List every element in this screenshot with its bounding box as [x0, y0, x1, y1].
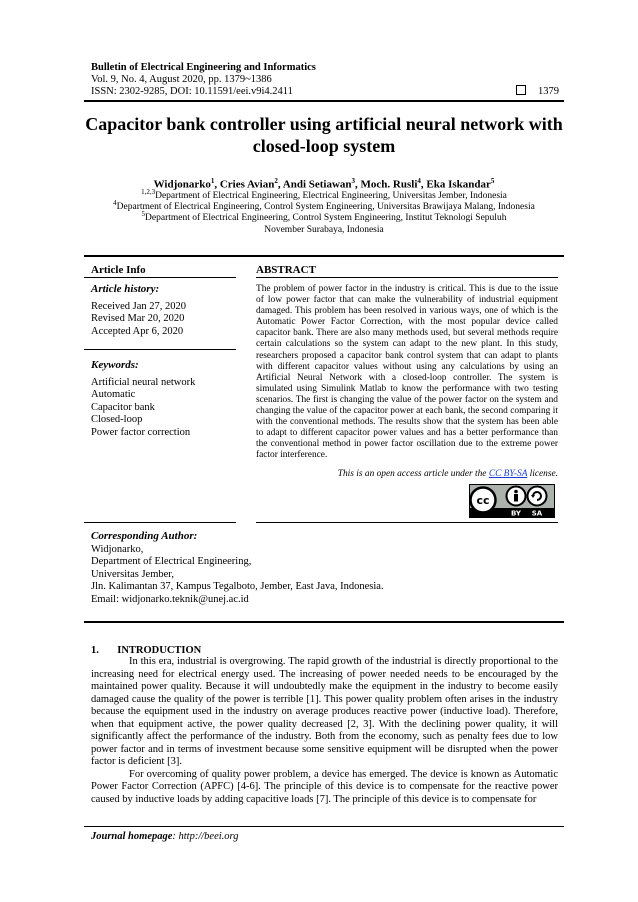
author-name: Cries Avian [219, 178, 275, 191]
section-bottom-rule [84, 621, 564, 623]
abstract-text: The problem of power factor in the industry is critical. This is due to the issue of low power factor that can make the vulnerability of industrial equipment damaged. This problem has been resolved in various ways, one of which is the Automatic Power Factor Correction, with the most popular device called capacitor bank. There are also many methods used, but several methods require certain calculations so the system can adapt to the new plant. In this study, researchers proposed a capacitor bank control system that can adapt to plants with different capacitor values without using any calculations by using an Artificial Neural Network with a closed-loop controller. The system is simulated using Simulink Matlab to know the performance with two testing scenarios. The first is changing the value of the power factor on the system and changing the value of the capacitor power at each bank, the second comparing it with the conventional methods. The results show that the system has been able to adapt to different capacitor power values and has a better performance than the conventional method in power factor oscillation due to the extreme power factor interference. [256, 284, 558, 461]
corresponding-university: Universitas Jember, [91, 568, 174, 580]
info-rule [84, 277, 236, 278]
page-number: 1379 [538, 86, 559, 97]
journal-homepage[interactable]: Journal homepage: http://beei.org [91, 831, 239, 842]
cc-icon-text: cc [476, 494, 490, 507]
journal-name: Bulletin of Electrical Engineering and Informatics [91, 62, 316, 73]
square-icon [516, 85, 526, 95]
author-name: Eka Iskandar [426, 178, 491, 191]
history-list [91, 301, 186, 338]
author-name: Widjonarko [153, 178, 211, 191]
introduction-heading: 1. INTRODUCTION [91, 645, 202, 656]
keywords-list [91, 377, 195, 439]
author-list: Widjonarko$^1$, Cries Avian$^2$, Andi Setiawan$^3$, Moch. Rusli$^4$, Eka Iskandar$^5$ [153, 177, 495, 191]
article-info-heading: Article Info [91, 264, 146, 276]
keyword: Capacitor bank [91, 401, 155, 413]
author-name: Moch. Rusli [360, 178, 418, 191]
abstract-heading: ABSTRACT [256, 264, 316, 276]
issn-line: ISSN: 2302-9285, DOI: 10.11591/eei.v9i4.2411 [91, 86, 293, 97]
section-top-rule [84, 255, 564, 257]
cc-by-sa-license-icon[interactable] [469, 484, 555, 518]
volume-line: Vol. 9, No. 4, August 2020, pp. 1379~1386 [91, 74, 272, 85]
introduction-body [91, 656, 558, 806]
corresponding-right-rule [256, 522, 558, 523]
history-revised: Revised Mar 20, 2020 [91, 313, 185, 325]
keyword: Power factor correction [91, 426, 191, 438]
paper-title: Capacitor bank controller using artificial neural network with closed-loop system [85, 114, 563, 156]
affiliation: $^4$Department of Electrical Engineering, Control System Engineering, Universitas Brawijaya Malang, Indonesia [113, 199, 535, 213]
paragraph: For overcoming of quality power problem, a device has emerged. The device is known as Automatic Power Factor Correction (APFC) [4-6]. The principle of this device is to compensate for the reactive power caused by inductive loads by adding capacitive loads [7]. The principle of this device is to compensate for [91, 768, 558, 805]
author-name: Andi Setiawan [282, 178, 352, 191]
page-marker [516, 85, 559, 98]
keyword: Automatic [91, 389, 136, 401]
keyword: Artificial neural network [91, 377, 196, 388]
footer-rule [84, 826, 564, 827]
keyword: Closed-loop [91, 414, 143, 426]
corresponding-department: Department of Electrical Engineering, [91, 556, 252, 568]
corresponding-author-block [91, 544, 384, 606]
corresponding-left-rule [84, 522, 236, 523]
corresponding-heading: Corresponding Author: [91, 530, 198, 542]
affiliation: $^{1,2,3}$Department of Electrical Engineering, Electrical Engineering, Universitas Jember, Indonesia [141, 188, 507, 202]
keywords-rule [84, 349, 236, 350]
paragraph: In this era, industrial is overgrowing. The rapid growth of the industrial is directly proportional to the increasing need for electrical energy used. The increasing of power needed needs to be encouraged by the maintained power quality. Because it will undoubtedly make the equipment in the industry to become easily damaged cause the quality of the power is terrible [1]. This power quality problem often arises in the industry because the equipment used in the industry on average produces reactive power (inductive load). Therefore, when that equipment active, the power quality decreased [2, 3]. With the declining power quality, it will significantly affect the performance of the industry. Both from the economy, such as penalty fees due to low power factor and in terms of investment because some sensitive equipment will be disrupted when the power factor is deficient [3]. [91, 656, 558, 767]
open-access-note: This is an open access article under the CC BY-SA license. [337, 469, 558, 479]
corresponding-email[interactable]: Email: widjonarko.teknik@unej.ac.id [91, 593, 249, 605]
abstract-rule [256, 277, 558, 278]
history-heading: Article history: [91, 283, 160, 295]
history-received: Received Jan 27, 2020 [91, 301, 187, 312]
history-accepted: Accepted Apr 6, 2020 [91, 325, 184, 337]
affiliation: $^5$Department of Electrical Engineering, Control System Engineering, Institut Teknologi Sepuluh November Surabaya, Indonesia [141, 210, 507, 235]
corresponding-name: Widjonarko, [91, 544, 144, 555]
sa-label: SA [531, 509, 543, 518]
license-link[interactable]: CC BY-SA [488, 469, 528, 479]
header-rule [84, 100, 564, 102]
corresponding-address: Jln. Kalimantan 37, Kampus Tegalboto, Jember, East Java, Indonesia. [91, 581, 384, 593]
by-label: BY [510, 509, 522, 518]
keywords-heading: Keywords: [91, 359, 139, 371]
